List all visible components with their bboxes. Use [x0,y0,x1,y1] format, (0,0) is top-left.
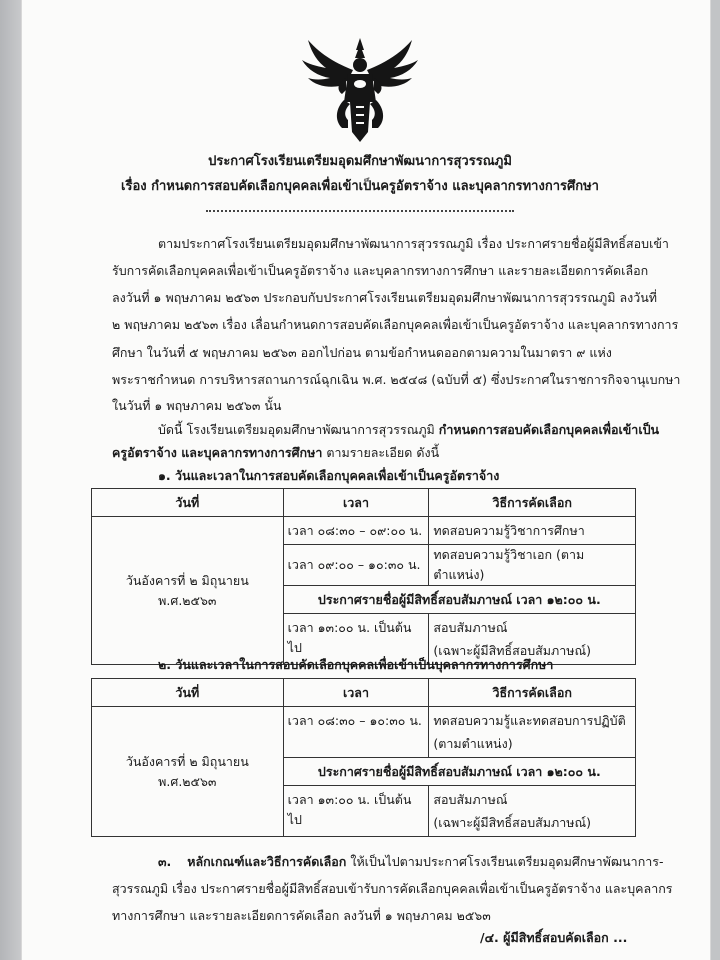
exam-date-cell: วันอังคารที่ ๒ มิถุนายน พ.ศ.๒๕๖๓ [92,707,284,837]
page-continuation: /๔. ผู้มีสิทธิ์สอบคัดเลือก ... [480,930,628,945]
col-method-header: วิธีการคัดเลือก [429,679,636,707]
section-3-line-2: สุวรรณภูมิ เรื่อง ประกาศรายชื่อผู้มีสิทธิ์สอบเข้ารับการคัดเลือกบุคคลเพื่อเข้าเป็นครูอัตราจ้าง และบุคลากร [112,881,673,896]
method-cell [429,707,636,758]
background-shadow-left [0,0,22,960]
document-title: ประกาศโรงเรียนเตรียมอุดมศึกษาพัฒนาการสุวรรณภูมิ [208,154,512,169]
method-line-1: สอบสัมภาษณ์ [433,792,508,807]
section-2-heading: ๒. วันและเวลาในการสอบคัดเลือกบุคคลเพื่อเข้าเป็นบุคลากรทางการศึกษา [158,657,554,672]
decision-line-1 [158,422,659,438]
table-header-row [92,489,636,517]
time-cell: เวลา ๑๓:๐๐ น. เป็นต้นไป [283,614,429,665]
background-shadow-right [710,0,720,960]
col-date-header: วันที่ [92,679,284,707]
section-1-heading: ๑. วันและเวลาในการสอบคัดเลือกบุคคลเพื่อเข้าเป็นครูอัตราจ้าง [158,468,500,483]
method-line-2: (เฉพาะผู้มีสิทธิ์สอบสัมภาษณ์) [433,815,591,830]
method-line-2: (เฉพาะผู้มีสิทธิ์สอบสัมภาษณ์) [433,643,591,658]
col-time-header: เวลา [283,679,429,707]
decision-prefix: บัดนี้ โรงเรียนเตรียมอุดมศึกษาพัฒนาการสุวรรณภูมิ [158,422,435,437]
time-cell: เวลา ๐๘:๓๐ – ๐๙:๐๐ น. [283,517,429,545]
decision-line-2 [112,445,439,461]
document-subject: เรื่อง กำหนดการสอบคัดเลือกบุคคลเพื่อเข้าเป็นครูอัตราจ้าง และบุคลากรทางการศึกษา [121,179,599,194]
intro-line-4: ๒ พฤษภาคม ๒๕๖๓ เรื่อง เลื่อนกำหนดการสอบคัดเลือกบุคคลเพื่อเข้าเป็นครูอัตราจ้าง และบุคลากรทางการ [112,317,679,332]
time-cell: เวลา ๐๘:๓๐ – ๑๐:๓๐ น. [283,707,429,758]
intro-line-7: ในวันที่ ๑ พฤษภาคม ๒๕๖๓ นั้น [112,398,282,413]
announce-cell: ประกาศรายชื่อผู้มีสิทธิ์สอบสัมภาษณ์ เวลา ๑๒:๐๐ น. [283,586,635,614]
time-cell: เวลา ๐๙:๐๐ – ๑๐:๓๐ น. [283,545,429,586]
table-header-row [92,679,636,707]
col-method-header: วิธีการคัดเลือก [429,489,636,517]
table-row [92,707,636,758]
section-3-line-1 [158,854,664,870]
intro-line-2: รับการคัดเลือกบุคคลเพื่อเข้าเป็นครูอัตราจ้าง และบุคลากรทางการศึกษา และรายละเอียดการคัดเลือก [112,263,649,278]
decision-bold-2: ครูอัตราจ้าง และบุคลากรทางการศึกษา [112,445,323,460]
table-row [92,517,636,545]
separator-dots [206,209,514,212]
garuda-emblem-icon [298,36,422,144]
decision-suffix: ตามรายละเอียด ดังนี้ [326,445,440,460]
method-line-2: (ตามตำแหน่ง) [433,736,513,751]
intro-line-3: ลงวันที่ ๑ พฤษภาคม ๒๕๖๓ ประกอบกับประกาศโรงเรียนเตรียมอุดมศึกษาพัฒนาการสุวรรณภูมิ ลงวันที่ [112,290,658,305]
time-cell: เวลา ๑๓:๐๐ น. เป็นต้นไป [283,786,429,837]
section-1-table [91,488,636,665]
intro-line-6: พระราชกำหนด การบริหารสถานการณ์ฉุกเฉิน พ.ศ. ๒๕๔๘ (ฉบับที่ ๕) ซึ่งประกาศในราชการกิจจานุเบกษา [112,372,681,387]
section-2-table [91,678,636,837]
announce-cell: ประกาศรายชื่อผู้มีสิทธิ์สอบสัมภาษณ์ เวลา ๑๒:๐๐ น. [283,758,635,786]
section-3-title: หลักเกณฑ์และวิธีการคัดเลือก [187,854,347,869]
method-cell: ทดสอบความรู้วิชาการศึกษา [429,517,636,545]
intro-line-1: ตามประกาศโรงเรียนเตรียมอุดมศึกษาพัฒนาการสุวรรณภูมิ เรื่อง ประกาศรายชื่อผู้มีสิทธิ์สอบเข้า [158,236,669,251]
method-line-1: สอบสัมภาษณ์ [433,620,508,635]
section-3-text: ให้เป็นไปตามประกาศโรงเรียนเตรียมอุดมศึกษาพัฒนาการ- [350,854,664,869]
method-cell [429,786,636,837]
col-time-header: เวลา [283,489,429,517]
section-3-number: ๓. [158,854,172,869]
section-3-line-3: ทางการศึกษา และรายละเอียดการคัดเลือก ลงวันที่ ๑ พฤษภาคม ๒๕๖๓ [112,908,491,923]
col-date-header: วันที่ [92,489,284,517]
decision-bold-1: กำหนดการสอบคัดเลือกบุคคลเพื่อเข้าเป็น [438,422,660,437]
method-cell: ทดสอบความรู้วิชาเอก (ตามตำแหน่ง) [429,545,636,586]
exam-date-cell: วันอังคารที่ ๒ มิถุนายน พ.ศ.๒๕๖๓ [92,517,284,665]
intro-line-5: ศึกษา ในวันที่ ๕ พฤษภาคม ๒๕๖๓ ออกไปก่อน ตามข้อกำหนดออกตามความในมาตรา ๙ แห่ง [112,345,612,360]
method-line-1: ทดสอบความรู้และทดสอบการปฏิบัติ [433,713,626,728]
